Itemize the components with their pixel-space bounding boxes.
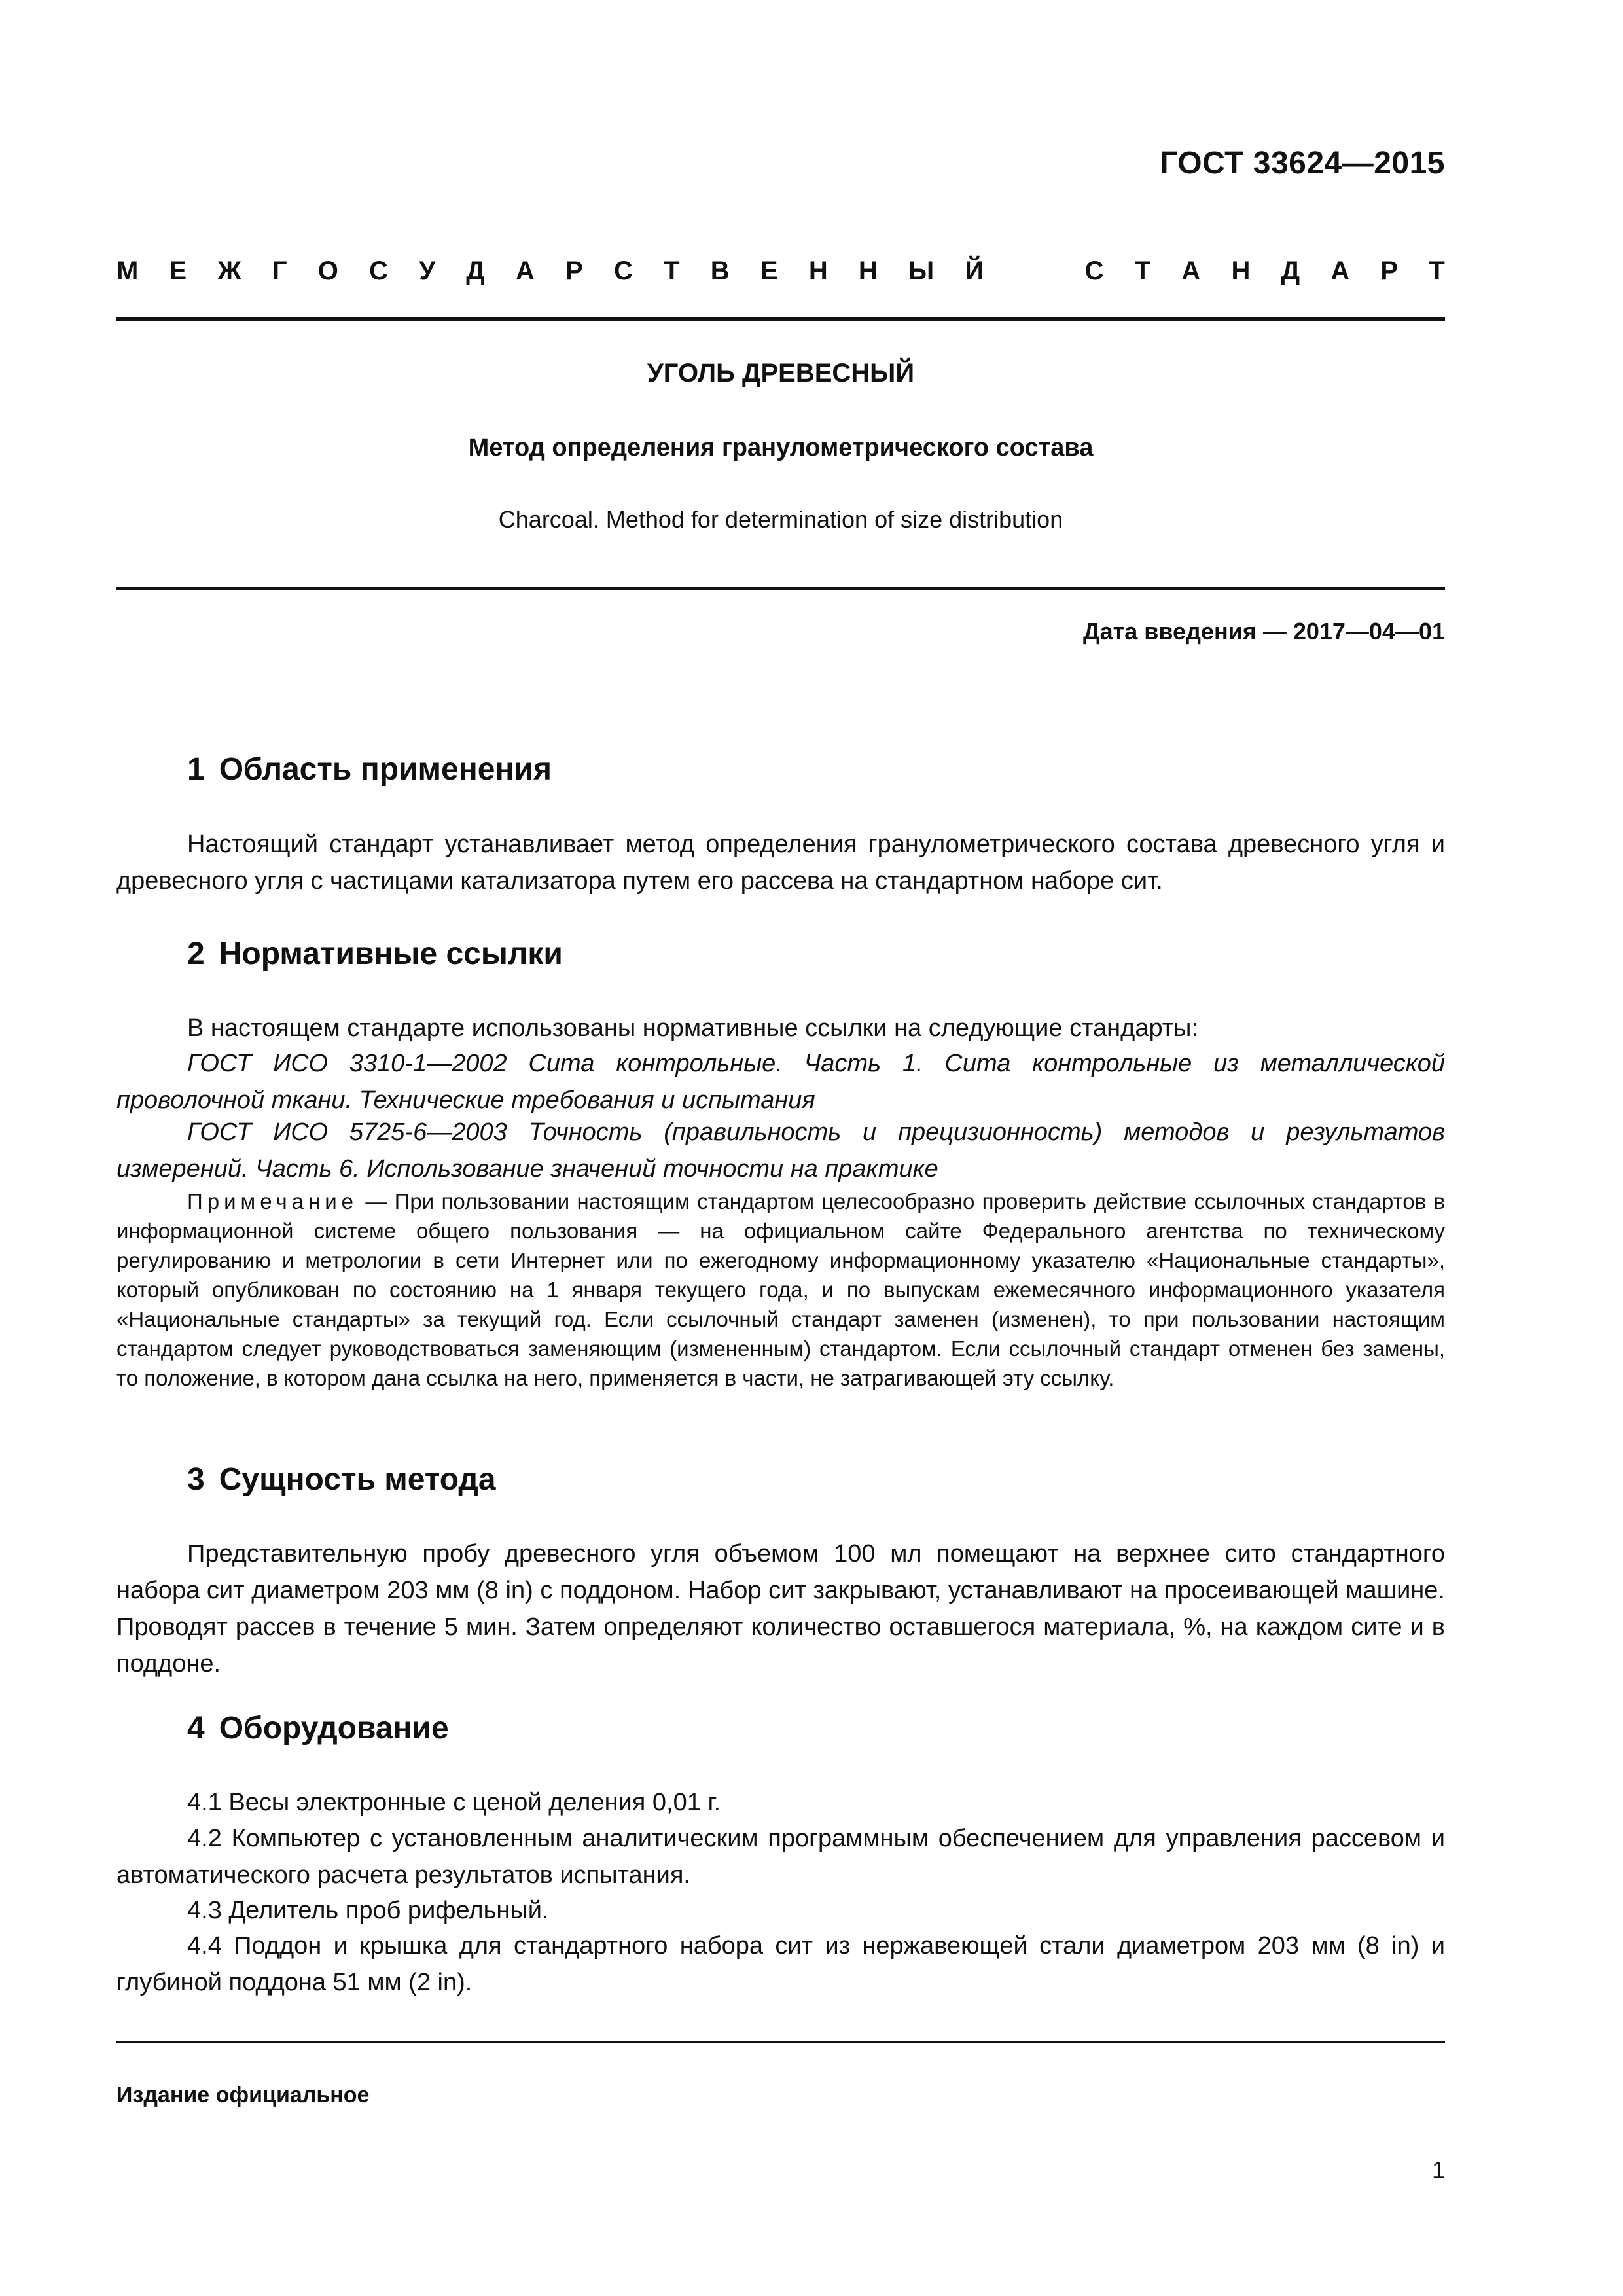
document-page bbox=[116, 0, 1445, 2296]
banner-letter: Д bbox=[466, 257, 485, 285]
effective-date: Дата введения — 2017—04—01 bbox=[1082, 618, 1445, 645]
banner-letter: Г bbox=[272, 257, 287, 285]
banner-letter: Н bbox=[808, 257, 828, 285]
footer-divider bbox=[116, 2041, 1445, 2043]
section-title: Оборудование bbox=[219, 1711, 449, 1746]
banner-letter: М bbox=[116, 257, 139, 285]
section-title: Область применения bbox=[219, 752, 552, 787]
equipment-item: 4.1 Весы электронные с ценой деления 0,01 г. bbox=[187, 1789, 721, 1816]
section-heading bbox=[187, 936, 563, 972]
section-number: 2 bbox=[187, 937, 205, 971]
banner-letter: Н bbox=[858, 257, 878, 285]
banner-letter: Е bbox=[760, 257, 778, 285]
banner-letter: А bbox=[1181, 257, 1201, 285]
banner-letter: Е bbox=[169, 257, 187, 285]
section-heading bbox=[187, 1710, 449, 1746]
banner-letter: О bbox=[317, 257, 338, 285]
section-number: 4 bbox=[187, 1711, 205, 1746]
note-label: Примечание bbox=[187, 1189, 359, 1213]
note-paragraph bbox=[116, 1187, 1445, 1393]
banner-letter: С bbox=[369, 257, 388, 285]
section-heading bbox=[187, 1462, 496, 1498]
banner-letter: Р bbox=[1380, 257, 1399, 285]
banner-letter: Ж bbox=[217, 257, 241, 285]
banner-letter: У bbox=[419, 257, 436, 285]
normative-reference: ГОСТ ИСО 5725-6—2003 Точность (правильность и прецизионность) методов и результатов измерений. Часть 6. Использование значений точности на практике bbox=[116, 1119, 1445, 1183]
section-title: Нормативные ссылки bbox=[219, 937, 563, 971]
banner-letter: Ы bbox=[908, 257, 935, 285]
section-number: 1 bbox=[187, 752, 205, 787]
section-heading bbox=[187, 751, 552, 787]
document-title-english: Charcoal. Method for determination of size distribution bbox=[498, 506, 1063, 533]
equipment-item: 4.3 Делитель проб рифельный. bbox=[187, 1897, 549, 1924]
page-number: 1 bbox=[1431, 2157, 1445, 2183]
section-paragraph: В настоящем стандарте использованы нормативные ссылки на следующие стандарты: bbox=[187, 1014, 1199, 1042]
banner-letter: Р bbox=[565, 257, 583, 285]
banner-letter: Й bbox=[965, 257, 984, 285]
banner-letter: Д bbox=[1281, 257, 1300, 285]
document-title: УГОЛЬ ДРЕВЕСНЫЙ bbox=[647, 359, 915, 387]
title-divider bbox=[116, 587, 1445, 590]
banner-word-gap bbox=[1014, 257, 1054, 286]
interstate-standard-banner bbox=[116, 257, 1445, 286]
banner-letter: Т bbox=[1134, 257, 1151, 285]
banner-letter: А bbox=[516, 257, 535, 285]
banner-letter: Т bbox=[664, 257, 680, 285]
banner-letter: С bbox=[614, 257, 633, 285]
document-number: ГОСТ 33624—2015 bbox=[1160, 146, 1445, 181]
official-edition-label: Издание официальное bbox=[116, 2083, 370, 2108]
section-paragraph: Представительную пробу древесного угля объемом 100 мл помещают на верхнее сито стандартного набора сит диаметром 203 мм (8 in) с поддоном. Набор сит закрывают, устанавливают на просеивающей машине. Проводят рассев в течение 5 мин. Затем определяют количество оставшегося материала, %, на каждом сите и в поддоне. bbox=[116, 1540, 1445, 1677]
note-text: — При пользовании настоящим стандартом целесообразно проверить действие ссылочных стандартов в информационной системе общего пользования — на официальном сайте Федерального агентства по техническому регулированию и метрологии в сети Интернет или по ежегодному информационному указателю «Национальные стандарты», который опубликован по состоянию на 1 января текущего года, и по выпускам ежемесячного информационного указателя «Национальные стандарты» за текущий год. Если ссылочный стандарт заменен (изменен), то при пользовании настоящим стандартом следует руководствоваться заменяющим (измененным) стандартом. Если ссылочный стандарт отменен без замены, то положение, в котором дана ссылка на него, применяется в части, не затрагивающей эту ссылку. bbox=[116, 1189, 1445, 1390]
normative-reference: ГОСТ ИСО 3310-1—2002 Сита контрольные. Часть 1. Сита контрольные из металлической проволочной ткани. Технические требования и испытания bbox=[116, 1050, 1445, 1114]
banner-letter: Н bbox=[1231, 257, 1251, 285]
section-paragraph: Настоящий стандарт устанавливает метод определения гранулометрического состава древесного угля и древесного угля с частицами катализатора путем его рассева на стандартном наборе сит. bbox=[116, 831, 1445, 895]
equipment-item: 4.2 Компьютер с установленным аналитическим программным обеспечением для управления рассевом и автоматического расчета результатов испытания. bbox=[116, 1825, 1445, 1889]
document-subtitle: Метод определения гранулометрического состава bbox=[468, 434, 1094, 461]
banner-letter: С bbox=[1084, 257, 1104, 285]
header-divider bbox=[116, 317, 1445, 321]
banner-letter: Т bbox=[1429, 257, 1445, 285]
equipment-item: 4.4 Поддон и крышка для стандартного набора сит из нержавеющей стали диаметром 203 мм (8 in) и глубиной поддона 51 мм (2 in). bbox=[116, 1932, 1445, 1996]
banner-letter: В bbox=[710, 257, 730, 285]
banner-letter: А bbox=[1330, 257, 1350, 285]
section-number: 3 bbox=[187, 1462, 205, 1497]
section-title: Сущность метода bbox=[219, 1462, 496, 1497]
